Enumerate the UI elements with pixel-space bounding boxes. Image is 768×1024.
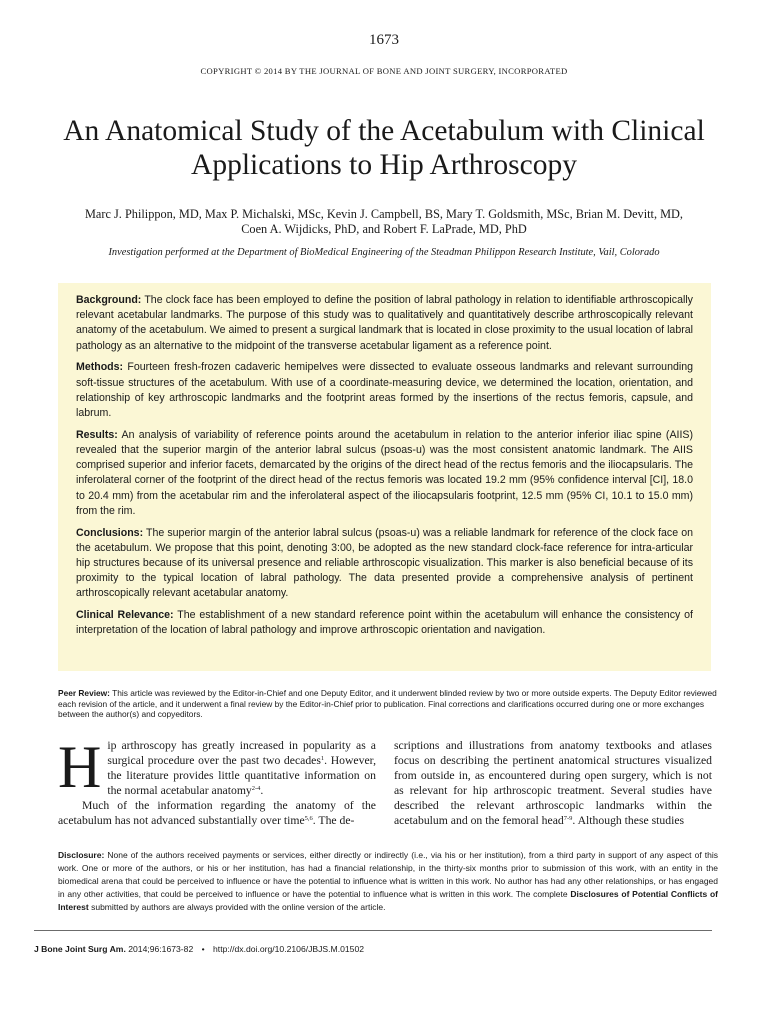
authors-line-2: Coen A. Wijdicks, PhD, and Robert F. LaPrade, MD, PhD (241, 222, 527, 236)
clinical-relevance-text: The establishment of a new standard reference point within the acetabulum will enhance the consistency of interpretation of the location of labral pathology and improve arthroscopic orientation and navigation. (76, 609, 693, 637)
peer-review-note (58, 688, 718, 720)
methods-label: Methods: (76, 361, 124, 374)
conclusions-label: Conclusions: (76, 526, 144, 539)
intro-text: . (260, 783, 264, 797)
body-column-left (58, 734, 376, 828)
drop-cap: H (58, 734, 102, 800)
doi-link[interactable]: http://dx.doi.org/10.2106/JBJS.M.01502 (213, 944, 364, 954)
citation-volume-pages: 2014;96:1673-82 (128, 944, 194, 954)
abstract-conclusions (76, 526, 693, 602)
title-line-2: Applications to Hip Arthroscopy (191, 149, 577, 181)
disclosure-note (58, 849, 718, 914)
intro-text: . However, the literature provides little quantitative information on the normal acetabular anatomy (107, 753, 376, 797)
bullet-separator: • (201, 944, 205, 954)
abstract-methods (76, 360, 693, 421)
results-text: An analysis of variability of reference points around the acetabulum in relation to the anterior inferior iliac spine (AIIS) revealed that the superior margin of the anterior labral sulcus (psoas-u) was the most consistent anatomic landmark. The AIIS comprised superior and inferior facets, demarcated by the origins of the direct head of the rectus femoris and the iliocapsularis. The inferolateral corner of the footprint of the direct head of the rectus femoris was located 19.2 mm (95% confidence interval [CI], 18.0 to 20.4 mm) from the acetabular rim and the inferolateral aspect of the iliocapsularis footprint, 12.5 mm (95% CI, 10.1 to 15.0 mm) from the rim. (76, 428, 693, 517)
author-list (60, 207, 708, 237)
peer-review-text: This article was reviewed by the Editor-in-Chief and one Deputy Editor, and it underwent blinded review by two or more outside experts. The Deputy Editor reviewed each revision of the article, and it underwent a final review by the Editor-in-Chief prior to publication. Final corrections and clarifications occurred during one or more exchanges between the author(s) and copyeditors. (58, 688, 717, 720)
results-label: Results: (76, 428, 118, 441)
peer-review-label: Peer Review: (58, 688, 110, 698)
intro-paragraph-2 (58, 799, 376, 829)
affiliation: Investigation performed at the Department of BioMedical Engineering of the Steadman Philippon Research Institute, Vail, Colorado (108, 247, 660, 258)
disclosure-text-end: submitted by authors are always provided with the online version of the article. (91, 901, 386, 912)
reference-2-4[interactable]: 2-4 (251, 784, 261, 792)
clinical-relevance-label: Clinical Relevance: (76, 609, 174, 622)
background-text: The clock face has been employed to define the position of labral pathology in relation to identifiable arthroscopically relevant acetabular landmarks. The purpose of this study was to qualitatively and quantitatively describe arthroscopically relevant anatomy of the acetabulum. We aimed to present a surgical landmark that is located in close proximity to the usual location of labral pathology as an alternative to the midpoint of the transverse acetabular ligament as a reference point. (76, 294, 693, 352)
intro-text: Much of the information regarding the anatomy of the acetabulum has not advanced substantially over time (58, 798, 376, 827)
intro-text: ip arthroscopy has greatly increased in popularity as a surgical procedure over the past two decades (107, 739, 376, 767)
title-line-1: An Anatomical Study of the Acetabulum with Clinical (63, 115, 705, 147)
reference-7-9[interactable]: 7-9 (563, 814, 573, 822)
intro-text: scriptions and illustrations from anatomy textbooks and atlases focus on describing the pertinent anatomical structures visualized from outside in, as encountered during open surgery, which is not as relevant for hip arthroscopic treatment. Several studies have described the relevant arthroscopic landmarks within the acetabulum and on the femoral head (394, 739, 712, 827)
disclosure-label: Disclosure: (58, 850, 105, 860)
footer-divider (34, 930, 712, 931)
disclosures-link[interactable]: Disclosures of Potential Conflicts of Interest (58, 888, 718, 912)
article-title (40, 114, 728, 182)
copyright-line: COPYRIGHT © 2014 BY THE JOURNAL OF BONE AND JOINT SURGERY, INCORPORATED (200, 66, 568, 76)
abstract-box (58, 283, 711, 671)
abstract-results (76, 428, 693, 519)
methods-text: Fourteen fresh-frozen cadaveric hemipelves were dissected to evaluate osseous landmarks and relevant surrounding soft-tissue structures of the acetabulum. With use of a coordinate-measuring device, we determined the location, orientation, and relationship of key arthroscopic landmarks and the footprint areas formed by the insertions of the rectus femoris, capsule, and labrum. (76, 361, 693, 420)
disclosure-text: None of the authors received payments or services, either directly or indirectly (i.e., via his or her institution), from a third party in support of any aspect of this work. One or more of the authors, or his or her institution, has had a financial relationship, in the thirty-six months prior to submission of this work, with an entity in the biomedical arena that could be perceived to influence or have the potential to influence what is written in this work. No author has had any other relationships, or has engaged in any other activities, that could be perceived to influence or have the potential to influence what is written in this work. The complete (58, 850, 718, 899)
reference-1[interactable]: 1 (320, 754, 325, 762)
background-label: Background: (76, 294, 142, 306)
conclusions-text: The superior margin of the anterior labral sulcus (psoas-u) was a reliable landmark for reference of the clock face on the acetabulum. We propose that this point, denoting 3:00, be adopted as the new standard clock-face reference for intra-articular hip structures because of its universal presence and reliable arthroscopic visualization. This marker is also beneficial because of its proximity to the typical location of labral pathology. The data presented provide a comprehensive analysis of pertinent arthroscopically relevant acetabular anatomy. (76, 526, 693, 600)
citation-footer (34, 944, 364, 954)
abstract-clinical-relevance (76, 608, 693, 638)
abstract-background (76, 293, 693, 354)
page-number: 1673 (369, 32, 399, 48)
intro-paragraph-1 (58, 734, 376, 800)
reference-5-6[interactable]: 5,6 (304, 814, 313, 822)
authors-line-1: Marc J. Philippon, MD, Max P. Michalski, MSc, Kevin J. Campbell, BS, Mary T. Goldsmith, MSc, Brian M. Devitt, MD, (85, 207, 683, 221)
journal-abbreviation: J Bone Joint Surg Am. (34, 944, 126, 954)
body-column-right (394, 739, 712, 828)
intro-text: . Although these studies (572, 813, 685, 827)
intro-paragraph-2-continued (394, 739, 712, 828)
intro-text: . The de- (312, 813, 355, 827)
